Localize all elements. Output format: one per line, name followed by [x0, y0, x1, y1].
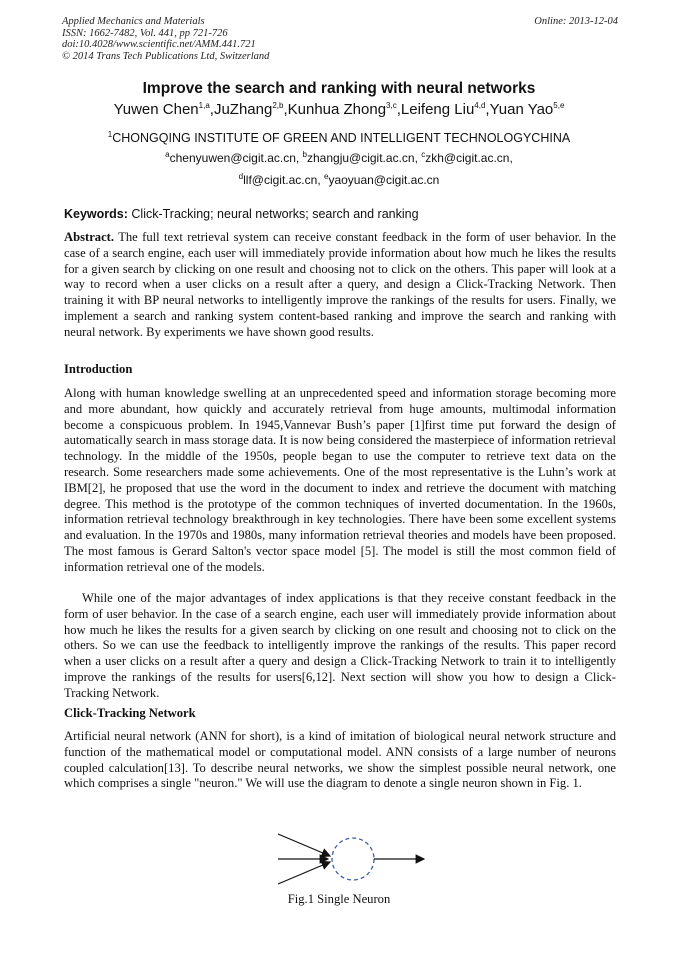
journal-doi: doi:10.4028/www.scientific.net/AMM.441.721	[62, 39, 256, 50]
abstract	[64, 230, 616, 341]
journal-header	[62, 16, 618, 62]
journal-copyright: © 2014 Trans Tech Publications Ltd, Switzerland	[62, 50, 270, 62]
input-arrow-3	[278, 862, 330, 884]
keywords	[64, 207, 616, 221]
author-name: JuZhang	[213, 101, 273, 118]
click-tracking-paragraph-1: Artificial neural network (ANN for short), is a kind of imitation of biological neural network structure and function of the mathematical model or computational model. ANN consists of a large number of neurons coupled calculation[13]. To describe neural networks, we show the simplest possible neural network, one which comprises a single "neuron." We will use the diagram to denote a single neuron shown in Fig. 1.	[64, 729, 616, 791]
figure-caption: Fig.1 Single Neuron	[287, 892, 391, 906]
journal-issn: ISSN: 1662-7482, Vol. 441, pp 721-726	[62, 27, 228, 39]
email-address: zhangju@cigit.ac.cn	[307, 151, 415, 165]
author-affiliation: 4,d	[474, 101, 486, 110]
institution	[0, 130, 678, 145]
abstract-text: The full text retrieval system can receive constant feedback in the form of user behavior. In the case of a search engine, each user will immediately provide information about how much he likes the results for a given search by clicking on one result and choosing not to click on the others. This paper will look at a way to record when a user clicks on a result after a query, and design a Click-Tracking Network. Then training it with BP neural networks to intelligently improve the rankings of the results for users. Finally, we implement a search and ranking system content-based ranking and improve the search and ranking with neural network. By experiments we have shown good results.	[64, 230, 617, 339]
email-sup: d	[238, 172, 244, 181]
input-arrow-1	[278, 834, 330, 856]
author-name: Yuwen Chen	[113, 101, 199, 118]
author-affiliation: 5,e	[553, 101, 565, 110]
introduction-paragraph-2: While one of the major advantages of index applications is that they receive constant feedback in the form of user behavior. In the case of a search engine, each user will immediately provide information about how much he likes the results for a given search by clicking on one result and choosing not to click on the others. So we can use the feedback to intelligently improve the rankings of the results. This paper record when a user clicks on a result after a query and design a Click-Tracking Network to train it to intelligently improve the rankings of the results for users[6,12]. Next section will show you how to design a Click-Tracking Network.	[64, 591, 616, 700]
neuron-node	[332, 838, 374, 880]
introduction-paragraph-1: Along with human knowledge swelling at an unprecedented speed and information storage becoming more and more abundant, how quickly and accurately retrieval from huge amounts, multimodal information become a conspicuous problem. In 1945,Vannevar Bush’s paper [1]first time put forward the design of automatically search in mass storage data. It is now being considered the masterpiece of information retrieval technology. In the middle of the 1950s, people began to use the computer to retrieve text data on the research. Some researchers made some achievements. One of the most representative is the Luhn’s work at IBM[2], he proposed that use the word in the document to index and retrieve the document with matching degree. This method is the prototype of the common techniques of inverted documentation. In the 1960s, information retrieval technology breakthrough in key technologies. There have been some excellent systems and evaluation. In the 1970s and 1980s, many information retrieval theories and models have been proposed. The most famous is Gerard Salton's vector space model [5]. The model is still the most common field of information retrieval one of the models.	[64, 386, 616, 574]
paper-title: Improve the search and ranking with neural networks	[142, 80, 536, 97]
author-name: Kunhua Zhong	[287, 101, 387, 118]
author-affiliation: 3,c	[386, 101, 397, 110]
email-address: zkh@cigit.ac.cn	[425, 151, 510, 165]
section-heading-introduction: Introduction	[64, 362, 133, 376]
institution-number: 1	[107, 130, 113, 139]
single-neuron-diagram	[270, 828, 430, 888]
institution-name: CHONGQING INSTITUTE OF GREEN AND INTELLIGENT TECHNOLOGYCHINA	[112, 131, 571, 146]
journal-name: Applied Mechanics and Materials	[62, 16, 205, 27]
author-name: Leifeng Liu	[400, 101, 475, 118]
email-sup: c	[421, 150, 426, 159]
keywords-text: Click-Tracking; neural networks; search and ranking	[131, 207, 419, 221]
email-sup: e	[323, 172, 329, 181]
author-list: Yuwen Chen$^{1,a}$,JuZhang$^{2,b}$,Kunhua Zhong$^{3,c}$,Leifeng Liu$^{4,d}$,Yuan Yao$^{5,e}$	[113, 101, 565, 118]
abstract-label: Abstract.	[64, 230, 115, 244]
email-sup: b	[302, 150, 307, 159]
author-affiliation: 1,a	[198, 101, 210, 110]
email-line: $^d$llf@cigit.ac.cn, $^e$yaoyuan@cigit.ac.cn	[238, 172, 440, 187]
email-line: $^a$chenyuwen@cigit.ac.cn, $^b$zhangju@cigit.ac.cn, $^c$zkh@cigit.ac.cn,	[165, 150, 513, 165]
online-date: Online: 2013-12-04	[534, 16, 618, 27]
email-address: yaoyuan@cigit.ac.cn	[328, 173, 440, 187]
section-heading-click-tracking: Click-Tracking Network	[64, 706, 196, 720]
author-name: Yuan Yao	[489, 101, 554, 118]
email-address: llf@cigit.ac.cn	[243, 173, 318, 187]
keywords-label: Keywords:	[64, 207, 128, 221]
email-address: chenyuwen@cigit.ac.cn	[169, 151, 296, 165]
author-affiliation: 2,b	[272, 101, 284, 110]
email-sup: a	[165, 150, 170, 159]
